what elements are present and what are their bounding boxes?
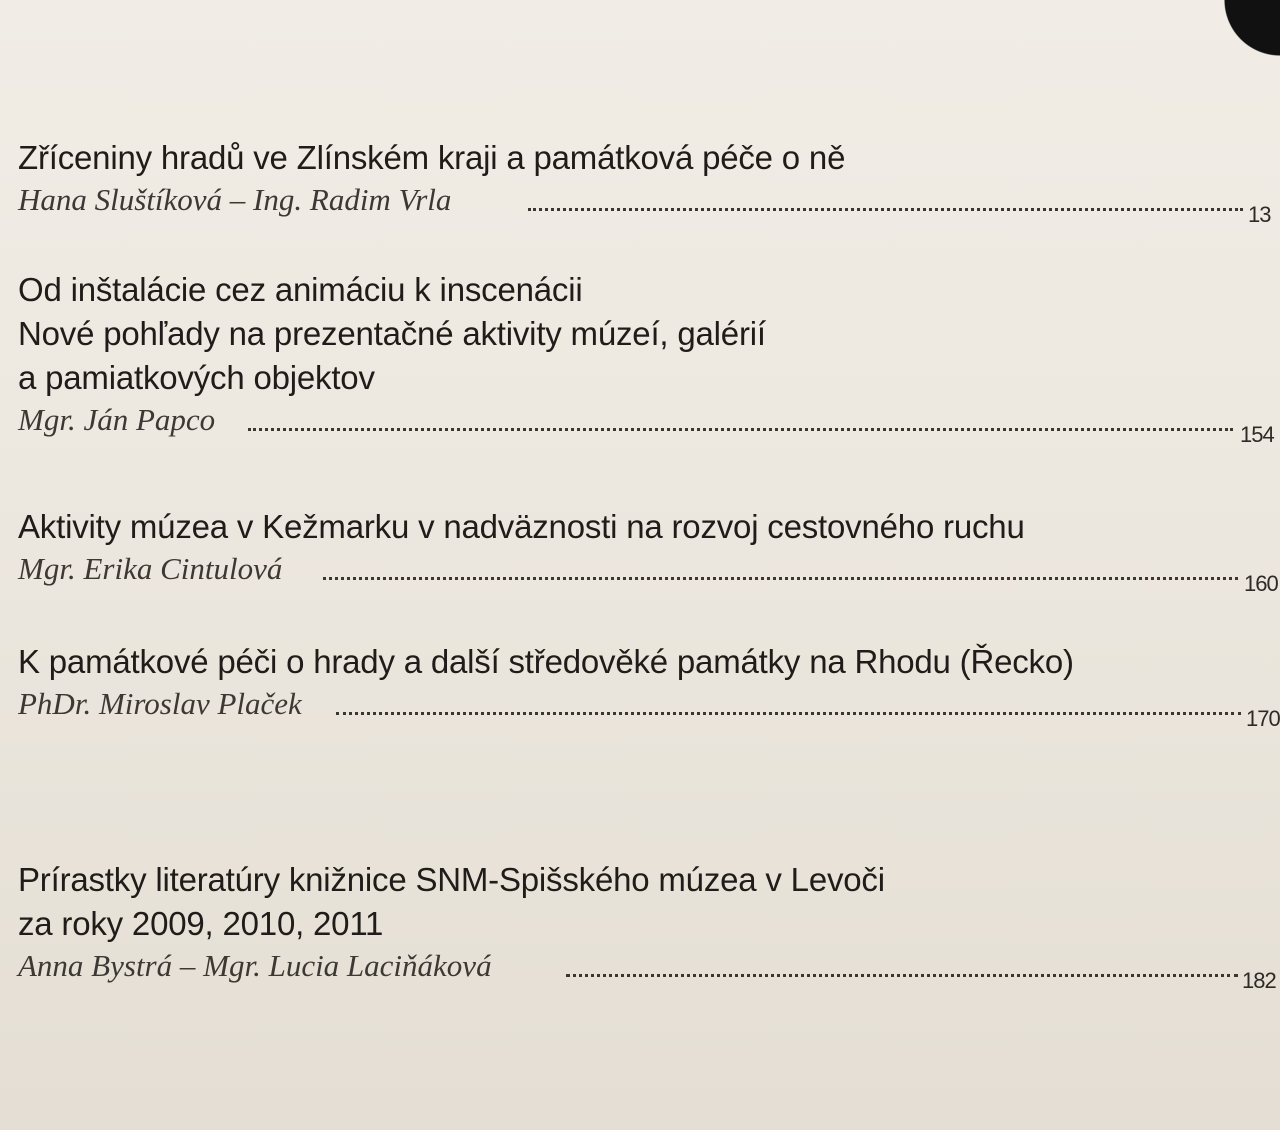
entry-title: Prírastky literatúry knižnice SNM-Spišského múzea v Levoči [18,861,885,898]
toc-entry [18,268,1274,447]
entry-author: PhDr. Miroslav Plaček [18,686,302,721]
page-number: 182 [1242,968,1276,993]
page-corner-shadow [1220,0,1280,100]
entry-author: Hana Sluštíková – Ing. Radim Vrla [18,182,452,217]
page-number: 154 [1240,422,1274,447]
toc-entry [18,858,1276,993]
dot-leader [248,426,1233,431]
dot-leader [566,972,1238,977]
entry-author: Mgr. Erika Cintulová [18,551,283,586]
dot-leader [323,575,1238,580]
entry-author: Anna Bystrá – Mgr. Lucia Laciňáková [18,948,492,983]
entry-title: za roky 2009, 2010, 2011 [18,905,384,942]
toc-entry [18,505,1278,596]
dot-leader [336,710,1241,715]
page-number: 160 [1244,571,1278,596]
entry-title: Nové pohľady na prezentačné aktivity múzeí, galérií [18,315,766,352]
toc-entry [18,640,1280,731]
entry-title: Od inštalácie cez animáciu k inscenácii [18,271,583,308]
page-number: 170 [1246,706,1280,731]
entry-title: Aktivity múzea v Kežmarku v nadväznosti na rozvoj cestovného ruchu [18,508,1025,545]
dot-leader [528,206,1243,211]
entry-author: Mgr. Ján Papco [18,402,216,437]
page-number: 13 [1248,202,1271,227]
entry-title: a pamiatkových objektov [18,359,375,396]
entry-title: Zříceniny hradů ve Zlínském kraji a památková péče o ně [18,139,846,176]
toc-entry [18,136,1271,227]
entry-title: K památkové péči o hrady a další středověké památky na Rhodu (Řecko) [18,643,1074,680]
